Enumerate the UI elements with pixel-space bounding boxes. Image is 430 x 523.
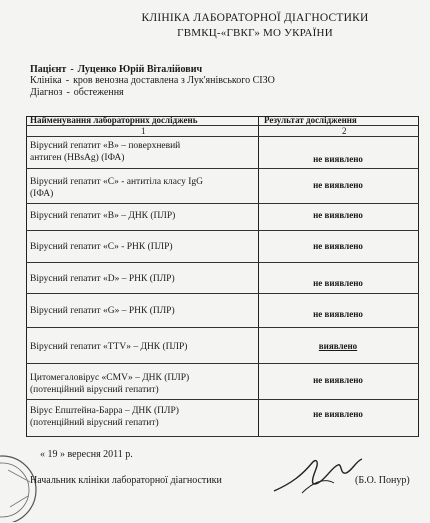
footer-position: Начальник клініки лабораторної діагностики [30,475,222,486]
table-row-label: Вірусний гепатит «G» – РНК (ПЛР) [30,306,175,316]
table-border-right [418,116,419,437]
table-header-divider [26,125,419,126]
table-row-result: не виявлено [313,180,363,190]
table-row-divider [26,363,419,364]
table-row-divider [26,399,419,400]
table-row-label: Вірус Епштейна-Барра – ДНК (ПЛР) (потенційний вірусний гепатит) [30,406,179,428]
patient-name: Луценко Юрій Віталійович [77,64,203,75]
table-row-divider [26,327,419,328]
diagnosis-row: Діагноз - обстеження [30,87,124,98]
footer-signer: (Б.О. Понур) [355,475,410,486]
table-row-result: не виявлено [313,210,363,220]
table-row-result: не виявлено [313,241,363,251]
table-row-divider [26,230,419,231]
clinic-value: кров венозна доставлена з Лук'янівського СІЗО [73,75,275,86]
table-row-result: не виявлено [313,375,363,385]
column-number-1: 1 [141,126,146,136]
table-row-label: Вірусний гепатит «TTV» – ДНК (ПЛР) [30,342,188,352]
table-row-divider [26,136,419,137]
table-row-result: не виявлено [313,278,363,288]
table-row-label: Цитомегаловірус «CMV» – ДНК (ПЛР) (потенційний вірусний гепатит) [30,373,190,395]
table-row-label: Вірусний гепатит «В» – поверхневий антиген (HBsAg) (ІФА) [30,141,181,163]
table-row-divider [26,293,419,294]
table-bottom-border [26,436,419,437]
patient-label: Пацієнт [30,64,67,75]
patient-row: Пацієнт - Луценко Юрій Віталійович [30,64,203,75]
clinic-subtitle: ГВМКЦ-«ГВКГ» МО УКРАЇНИ [177,27,333,39]
table-row-label: Вірусний гепатит «С» - РНК (ПЛР) [30,242,173,252]
table-row-label: Вірусний гепатит «С» - антитіла класу IgG (ІФА) [30,177,203,199]
table-column-divider [258,116,259,437]
report-date: « 19 » вересня 2011 р. [40,449,133,460]
clinic-title: КЛІНІКА ЛАБОРАТОРНОЇ ДІАГНОСТИКИ [141,12,369,24]
clinic-label: Клініка [30,75,62,86]
diagnosis-label: Діагноз [30,87,63,98]
table-border-left [26,116,27,437]
column-header-test: Найменування лабораторних досліджень [30,115,198,125]
clinic-row: Клініка - кров венозна доставлена з Лук'янівського СІЗО [30,75,275,86]
column-number-2: 2 [342,126,347,136]
table-row-label: Вірусний гепатит «В» – ДНК (ПЛР) [30,211,176,221]
table-row-result: не виявлено [313,409,363,419]
table-row-result: не виявлено [313,154,363,164]
diagnosis-value: обстеження [73,87,124,98]
official-stamp-icon [0,452,40,522]
table-row-divider [26,168,419,169]
table-row-divider [26,203,419,204]
table-row-divider [26,262,419,263]
table-row-result: не виявлено [313,309,363,319]
signature-icon [272,453,367,503]
table-row-result: виявлено [318,341,358,351]
column-header-result: Результат дослідження [264,115,357,125]
table-row-label: Вірусний гепатит «D» – РНК (ПЛР) [30,274,175,284]
